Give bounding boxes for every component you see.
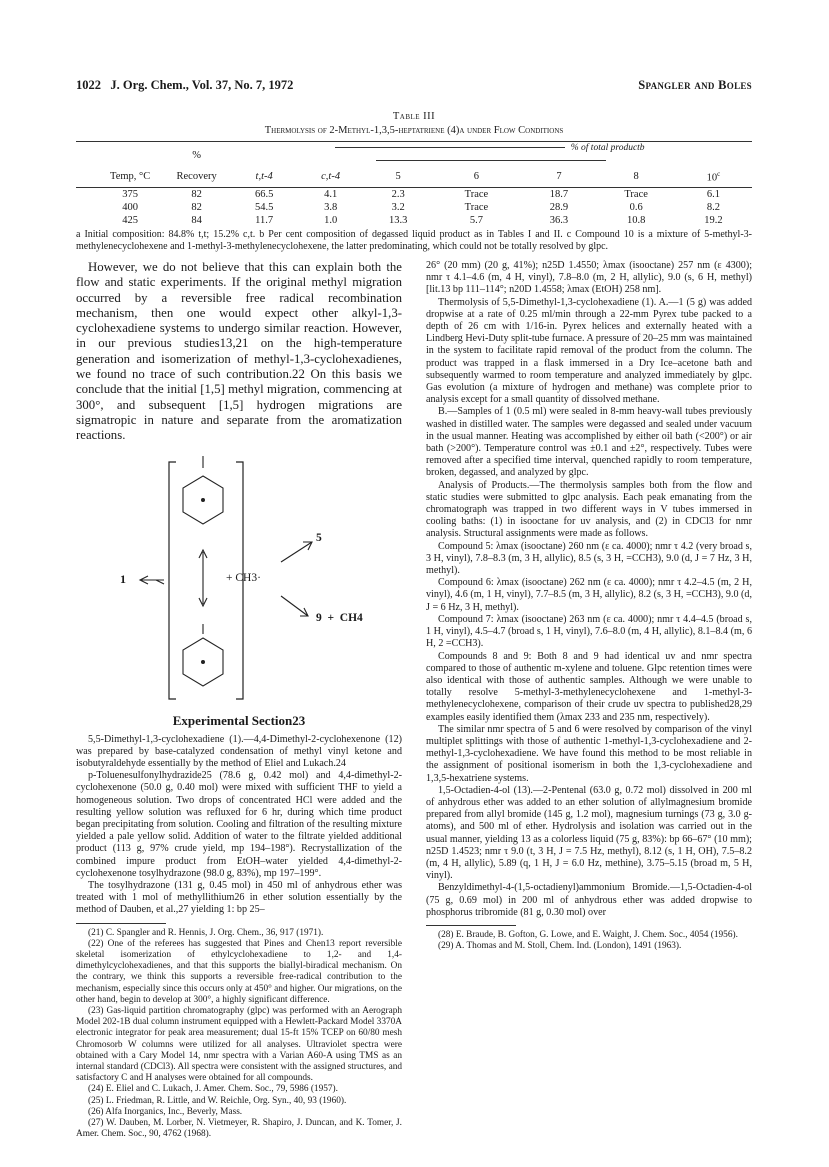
journal-citation: 1022 J. Org. Chem., Vol. 37, No. 7, 1972 [76, 78, 294, 92]
table-row: 425 84 11.7 1.0 13.3 5.7 36.3 10.8 19.2 [122, 214, 723, 226]
table-row: 400 82 54.5 3.8 3.2 Trace 28.9 0.6 8.2 [122, 201, 720, 213]
col-header: 5 [395, 170, 401, 182]
experimental-section-title: Experimental Section23 [172, 712, 306, 728]
reaction-scheme [76, 444, 402, 709]
experimental-paragraph: 1,5-Octadien-4-ol (13).—2-Pentenal (63.0 g, 0.72 mol) dissolved in 200 ml of anhydrous ether was added to an ether solution of allylmagnesium bromide prepared from allyl bromide (145 g, 1.2 mol), magnesium turnings (73 g, 3.0 g-atoms), and 500 ml of ether. Hydrolysis and isolation was carried out in the usual manner, yielding 13 as a colorless liquid (75 g, 83%): bp 66–67° (10 mm); n25D 1.4523; nmr τ 9.0 (t, 3 H, J = 7.5 Hz, methyl), 8.12 (s, 1 H, OH), 7.5–8.2 (m, 4 H, allylic), 5.89 (q, 1 H, J = 6.0 Hz, methine), 3.75–5.15 (broad m, 5 H, vinyl). [426, 784, 752, 882]
compound-label-5: 5 [316, 531, 322, 544]
col-header: Temp, °C [110, 170, 151, 182]
col-header: Recovery [176, 170, 217, 182]
experimental-paragraph: Compounds 8 and 9: Both 8 and 9 had identical uv and nmr spectra compared to those of authentic m-xylene and toluene. Glpc retention times were also identical with those of authentic samples. Although we were unable to totally resolve 5-methyl-3-methylenecyclohexene and 1-methyl-3-methylenecyclohexene, comparison of their crude uv spectra to published28,29 examples easily identified them (λmax 233 and 235 nm, respectively). [426, 650, 752, 723]
experimental-paragraph: Compound 6: λmax (isooctane) 262 nm (ε ca. 4000); nmr τ 4.2–4.5 (m, 2 H, vinyl), 4.6 (m, 1 H, vinyl), 7.7–8.5 (m, 3 H, allylic), 8.2 (s, 3 H, =CCH3), 9.0 (d, J = 6 Hz, 3 H, methyl). [426, 577, 752, 613]
right-column [426, 260, 752, 952]
running-header [76, 78, 752, 94]
col-header: 10$^c$ [706, 170, 721, 184]
table-body [98, 142, 752, 227]
experimental-paragraph: The similar nmr spectra of 5 and 6 were resolved by comparison of the vinyl multiplet splittings with those of authentic 1-methyl-1,3-cyclohexadiene and 2-methyl-1,3-cyclohexadiene. We have found this method to be most reliable in the assignment of positional isomerism in both the 1,3-cyclohexadiene and 1,3,5-hexatriene systems. [426, 723, 752, 784]
experimental-paragraph: Thermolysis of 5,5-Dimethyl-1,3-cyclohexadiene (1). A.—1 (5 g) was added dropwise at a rate of 0.25 ml/min through a 22-mm Pyrex tube packed to a depth of 26 cm with 1/16-in. Pyrex helices and externally heated with a Lindberg Hevi-Duty split-tube furnace. A pressure of 20–25 mm was maintained in the system to facilitate rapid removal of the product from the column. The product was trapped in a flask immersed in a Dry Ice–acetone bath and subsequently warmed to room temperature and analyzed immediately by glpc. Gas evolution (a mixture of hydrogen and methane) was complete prior to analysis except for a small quantity of dissolved methane. [426, 296, 752, 406]
footnote-rule [76, 923, 166, 924]
experimental-paragraph: Compound 7: λmax (isooctane) 263 nm (ε ca. 4000); nmr τ 4.4–4.5 (broad s, 1 H, vinyl), 4.5–4.7 (broad s, 1 H, vinyl), 7.6–8.0 (m, 4 H, allylic), 8.1–8.4 (m, 6 H, 2 =CCH3). [426, 613, 752, 650]
compound-label-1: 1 [120, 571, 126, 586]
footnote: (26) Alfa Inorganics, Inc., Beverly, Mass. [88, 1106, 243, 1117]
table-title: Thermolysis of 2-Methyl-1,3,5-heptatriene (4)a under Flow Conditions [264, 125, 564, 136]
experimental-paragraph: p-Toluenesulfonylhydrazide25 (78.6 g, 0.42 mol) and 4,4-dimethyl-2-cyclohexenone (50.0 g, 0.40 mol) were mixed with sufficient THF to yield a homogeneous solution. Two drops of concentrated HCl were added and the resulting yellow solution was refluxed for 6 hr, during which time product began precipitating from solution. Cooling and filtration of the resulting mixture yielded a pale yellow solid. Addition of water to the filtrate yielded additional product (113 g, 97% crude yield, mp 194–198°). Recrystallization of the combined impure product from EtOH–water yielded 4,4-dimethyl-2-cyclohexenone tosylhydrazone (98.0 g, 83%), mp 197–199°. [76, 770, 402, 879]
footnote: (27) W. Dauben, M. Lorber, N. Vietmeyer, R. Shapiro, J. Duncan, and K. Tomer, J. Amer. Chem. Soc., 90, 4762 (1968). [76, 1118, 402, 1140]
experimental-paragraph: The tosylhydrazone (131 g, 0.45 mol) in 450 ml of anhydrous ether was treated with 1 mol of methyllithium26 in ether solution essentially by the method of Dauben, et al.,27 yielding 1: bp 25– [76, 880, 402, 916]
col-header: t,t-4 [255, 170, 273, 182]
product-label-9: 9 + CH4 [316, 611, 363, 624]
footnote: (24) E. Eliel and C. Lukach, J. Amer. Chem. Soc., 79, 5986 (1957). [88, 1084, 338, 1095]
discussion-paragraph: However, we do not believe that this can explain both the flow and static experiments. If the original methyl migration occurred by a reversible free radical recombination mechanism, then one would expect other alkyl-1,3-cyclohexadiene systems to undergo similar reaction. However, in our previous studies13,21 on the high-temperature generation and isomerization of methyl-1,3-cyclohexadienes, we found no trace of such contribution.22 On this basis we conclude that the initial [1,5] methyl migration, commencing at 300°, and subsequent [1,5] hydrogen migrations are sigmatropic in nature and separate from the aromatization reactions. [76, 260, 402, 443]
footnote: (21) C. Spangler and R. Hennis, J. Org. Chem., 36, 917 (1971). [88, 927, 324, 938]
experimental-paragraph: Benzyldimethyl-4-(1,5-octadienyl)ammonium Bromide.—1,5-Octadien-4-ol (75 g, 0.69 mol) in 200 ml of anhydrous ether was added dropwise to phosphorus tribromide (81 g, 0.30 mol) over [426, 882, 752, 918]
experimental-paragraph: 5,5-Dimethyl-1,3-cyclohexadiene (1).—4,4-Dimethyl-2-cyclohexenone (12) was prepared by base-catalyzed condensation of methyl vinyl ketone and isobutyraldehyde essentially by the method of Eliel and Lukach.24 [76, 733, 402, 769]
experimental-paragraph: Analysis of Products.—The thermolysis samples both from the flow and static studies were submitted to glpc analysis. Each peak emanating from the chromatograph was trapped in two different ways in V tubes immersed in cooling baths: (1) in isooctane for uv analysis, and (2) in CDCl3 for nmr analysis. Structural assignments were made as follows. [426, 479, 752, 540]
col-header: 6 [473, 170, 480, 182]
col-recovery-pct: % [192, 149, 201, 161]
experimental-paragraph: Compound 5: λmax (isooctane) 260 nm (ε ca. 4000); nmr τ 4.2 (very broad s, 3 H, vinyl), 7.8–8.3 (m, 3 H, allylic), 8.5 (s, 3 H, =CCH3), 9.0 (d, J = 7 Hz, 3 H, methyl). [426, 540, 752, 577]
footnote: (25) L. Friedman, R. Little, and W. Reichle, Org. Syn., 40, 93 (1960). [88, 1095, 347, 1106]
table-row: 375 82 66.5 4.1 2.3 Trace 18.7 Trace 6.1 [122, 188, 720, 200]
footnote: (28) E. Braude, B. Gofton, G. Lowe, and E. Waight, J. Chem. Soc., 4054 (1956). [438, 929, 738, 940]
col-header: 8 [633, 170, 639, 182]
group-header: % of total productb [231, 142, 752, 168]
left-column [76, 260, 402, 1140]
col-header: 7 [556, 170, 562, 182]
table-header-row [98, 168, 752, 185]
table-iii [76, 110, 752, 253]
col-header: c,t-4 [321, 170, 341, 182]
footnote: (22) One of the referees has suggested that Pines and Chen13 report reversible skeletal isomerization of ethylcyclohexadiene to 1,2- and 1,4-dimethylcyclohexadienes, and that this supports the biallyl-biradical mechanism. On the contrary, we think this supports a reversible free-radical contribution to the mechanism, especially since this occurs only at 450° and higher. Our migrations, on the other hand, begin to develop at 300°, a highly significant difference. [76, 938, 402, 1005]
methyl-radical-label: + CH3· [226, 571, 261, 584]
footnote: (29) A. Thomas and M. Stoll, Chem. Ind. (London), 1491 (1963). [438, 941, 682, 952]
table-footnote: a Initial composition: 84.8% t,t; 15.2% c,t. b Per cent composition of degassed liquid product as in Tables I and II. c Compound 10 is a mixture of 5-methyl-3-methylenecyclohexene and 1-methyl-3-methylenecyclohexene, the latter predominating, which could not be totally resolved by glpc. [76, 228, 752, 252]
experimental-paragraph: 26° (20 mm) (20 g, 41%); n25D 1.4550; λmax (isooctane) 257 nm (ε 4300); nmr τ 4.1–4.6 (m, 4 H, vinyl), 7.8–8.0 (m, 2 H, allylic), 9.0 (s, 6 H, methyl) [lit.13 bp 111–114°; n20D 1.4558; λmax (EtOH) 258 nm]. [426, 260, 752, 296]
authors-header: Spangler and Boles [638, 78, 752, 92]
table-label: Table III [392, 111, 436, 122]
footnote: (23) Gas-liquid partition chromatography (glpc) was performed with an Aerograph Model 202-1B dual column instrument equipped with a Hewlett-Packard Model 3370A electronic integrator for peak area measurement; dual 15-ft 15% TCEP on 60/80 mesh Chromosorb W columns were utilized for all analyses. Ultraviolet spectra were obtained with a Cary Model 14, nmr spectra with a Varian A60-A using TMS as an internal standard (CDCl3). All spectra were consistent with the assigned structures, and satisfactory C and H analyses were obtained for all compounds. [76, 1006, 402, 1084]
footnote-rule [426, 925, 516, 926]
experimental-paragraph: B.—Samples of 1 (0.5 ml) were sealed in 8-mm heavy-wall tubes previously washed in distilled water. The samples were degassed and sealed under vacuum in the usual manner. Heating was accomplished by either oil bath (<200°) or air bath (>200°). Temperature control was ±0.1 and ±2°, respectively. Tubes were removed after a specified time interval, quenched rapidly to room temperature, broken, degassed, and analyzed by glpc. [426, 406, 752, 479]
